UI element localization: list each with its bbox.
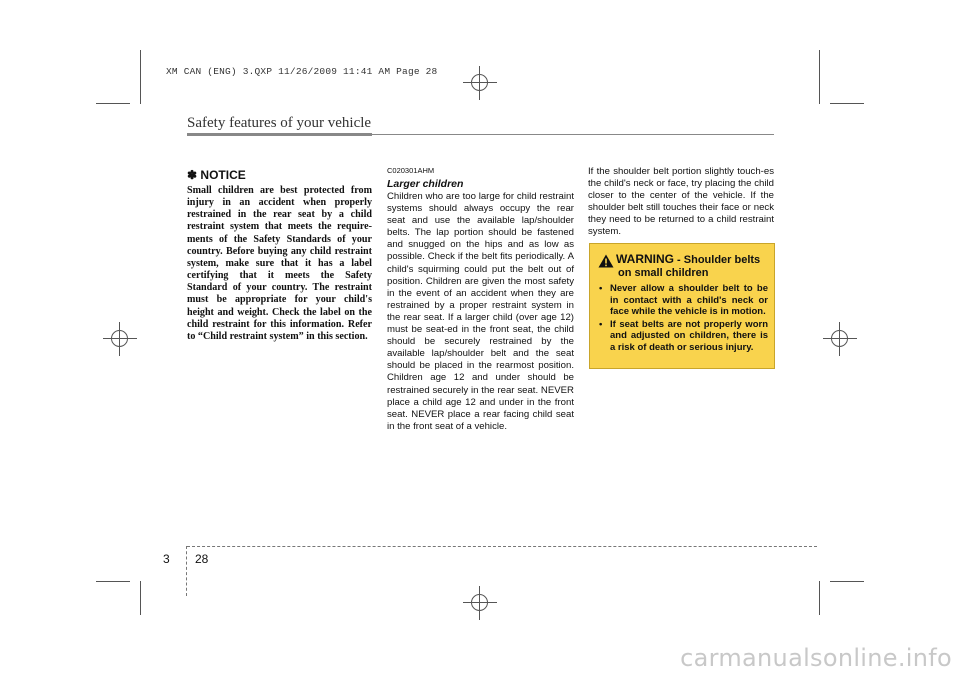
warning-list — [596, 283, 768, 354]
crop-mark — [96, 103, 130, 104]
page-number: 28 — [195, 552, 209, 566]
registration-mark-icon — [463, 66, 497, 100]
warning-title-line2: on small children — [618, 266, 709, 279]
shoulder-belt-section — [588, 166, 774, 239]
footer-rule — [186, 546, 187, 596]
warning-triangle-icon — [598, 254, 614, 268]
crop-mark — [96, 581, 130, 582]
crop-mark — [830, 581, 864, 582]
warning-item: • Never allow a shoulder belt to be in contact with a child's neck or face while the vehicle is in motion. — [599, 283, 768, 318]
warning-title-word: WARNING — [616, 252, 674, 266]
header-rule — [372, 134, 774, 135]
bullet-icon: • — [599, 318, 603, 330]
section-code: C020301AHM — [387, 166, 435, 175]
section-number: 3 — [163, 552, 170, 566]
crop-mark — [140, 50, 141, 104]
section-heading: Larger children — [387, 178, 464, 190]
warning-heading — [596, 253, 768, 279]
header-rule — [187, 133, 372, 136]
watermark: carmanualsonline.info — [680, 644, 952, 672]
notice-body: Small children are best protected from injury in an accident when properly restrained in the rear seat by a child restraint system that meets the require-ments of the Safety Standards of your country. Before buying any child restraint system, make sure that it has a label certifying that it meets the Safety Standard of your country. The restraint must be appropriate for your child's height and weight. Check the label on the child restraint for this information. Refer to “Child restraint system” in this section. — [187, 185, 372, 342]
notice-symbol-icon: ✽ — [187, 168, 198, 182]
crop-mark — [819, 581, 820, 615]
print-slug: XM CAN (ENG) 3.QXP 11/26/2009 11:41 AM Page 28 — [166, 66, 438, 77]
crop-mark — [830, 103, 864, 104]
warning-box — [589, 243, 775, 369]
page-header-title: Safety features of your vehicle — [187, 115, 372, 131]
larger-children-section — [387, 166, 574, 433]
bullet-icon: • — [599, 283, 603, 294]
footer-rule — [187, 546, 817, 547]
section-body: Children who are too large for child restraint systems should always occupy the rear seat and use the available lap/shoulder belts. The lap portion should be fastened and snugged on the hips and as low as possible. Check if the belt fits periodically. A child's squirming could put the belt out of position. Children are given the most safety in the event of an accident when they are restrained by a proper restraint system in the rear seat. If a larger child (over age 12) must be seat-ed in the front seat, the child should be securely restrained by the available lap/shoulder belt and the seat should be placed in the rearmost position. Children age 12 and under should be restrained securely in the rear seat. NEVER place a child age 12 and under in the front seat. NEVER place a rear facing child seat in the front seat of a vehicle. — [387, 191, 574, 432]
registration-mark-icon — [463, 586, 497, 620]
warning-title-rest: - Shoulder belts — [674, 254, 761, 266]
notice-section — [187, 168, 372, 343]
registration-mark-icon — [103, 322, 137, 356]
notice-heading: ✽ NOTICE — [187, 168, 246, 182]
crop-mark — [819, 50, 820, 104]
shoulder-belt-text: If the shoulder belt portion slightly touch-es the child's neck or face, try placing the child closer to the center of the vehicle. If the shoulder belt still touches their face or neck they need to be returned to a child restraint system. — [588, 166, 774, 238]
registration-mark-icon — [823, 322, 857, 356]
warning-item: • If seat belts are not properly worn and adjusted on children, there is a risk of death or serious injury. — [599, 318, 768, 353]
crop-mark — [140, 581, 141, 615]
